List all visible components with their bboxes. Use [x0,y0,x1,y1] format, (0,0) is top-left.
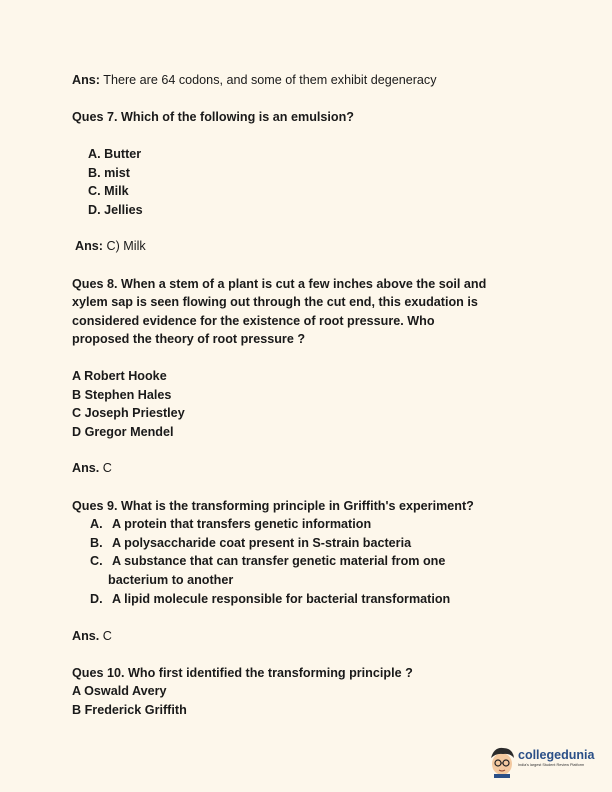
answer-q7: Ans: C) Milk [75,239,146,253]
brand-name: collegedunia [518,748,595,762]
q8-option-d: D Gregor Mendel [72,425,174,439]
question-8-line-2: xylem sap is seen flowing out through the cut end, this exudation is [72,295,478,309]
q7-option-d: D. Jellies [88,203,143,217]
q7-option-a: A. Butter [88,147,142,161]
question-10: Ques 10. Who first identified the transforming principle ? [72,666,413,680]
question-7: Ques 7. Which of the following is an emulsion? [72,110,354,124]
collegedunia-logo[interactable] [488,742,595,778]
q9-option-d: D. A lipid molecule responsible for bacterial transformation [90,592,451,606]
q9-option-a: A. A protein that transfers genetic information [90,517,372,531]
q7-option-b: B. mist [88,166,130,180]
q9-option-b: B. A polysaccharide coat present in S-strain bacteria [90,536,412,550]
question-8-line-3: considered evidence for the existence of root pressure. Who [72,314,435,328]
answer-q9: Ans. C [72,629,112,643]
q10-option-b: B Frederick Griffith [72,703,187,717]
answer-q6: Ans: There are 64 codons, and some of them exhibit degeneracy [72,73,437,87]
answer-q8: Ans. C [72,461,112,475]
question-8-line-4: proposed the theory of root pressure ? [72,332,306,346]
question-8-line-1: Ques 8. When a stem of a plant is cut a few inches above the soil and [72,277,487,291]
student-mascot-icon [488,742,518,778]
q10-option-a: A Oswald Avery [72,684,167,698]
q9-option-c-continued: bacterium to another [108,573,234,587]
q8-option-c: C Joseph Priestley [72,406,185,420]
brand-tagline: India's largest Student Review Platform [518,763,585,767]
q9-option-c: C. A substance that can transfer genetic material from one [90,554,446,568]
q8-option-b: B Stephen Hales [72,388,172,402]
q8-option-a: A Robert Hooke [72,369,167,383]
question-9: Ques 9. What is the transforming principle in Griffith's experiment? [72,499,474,513]
q7-option-c: C. Milk [88,184,129,198]
